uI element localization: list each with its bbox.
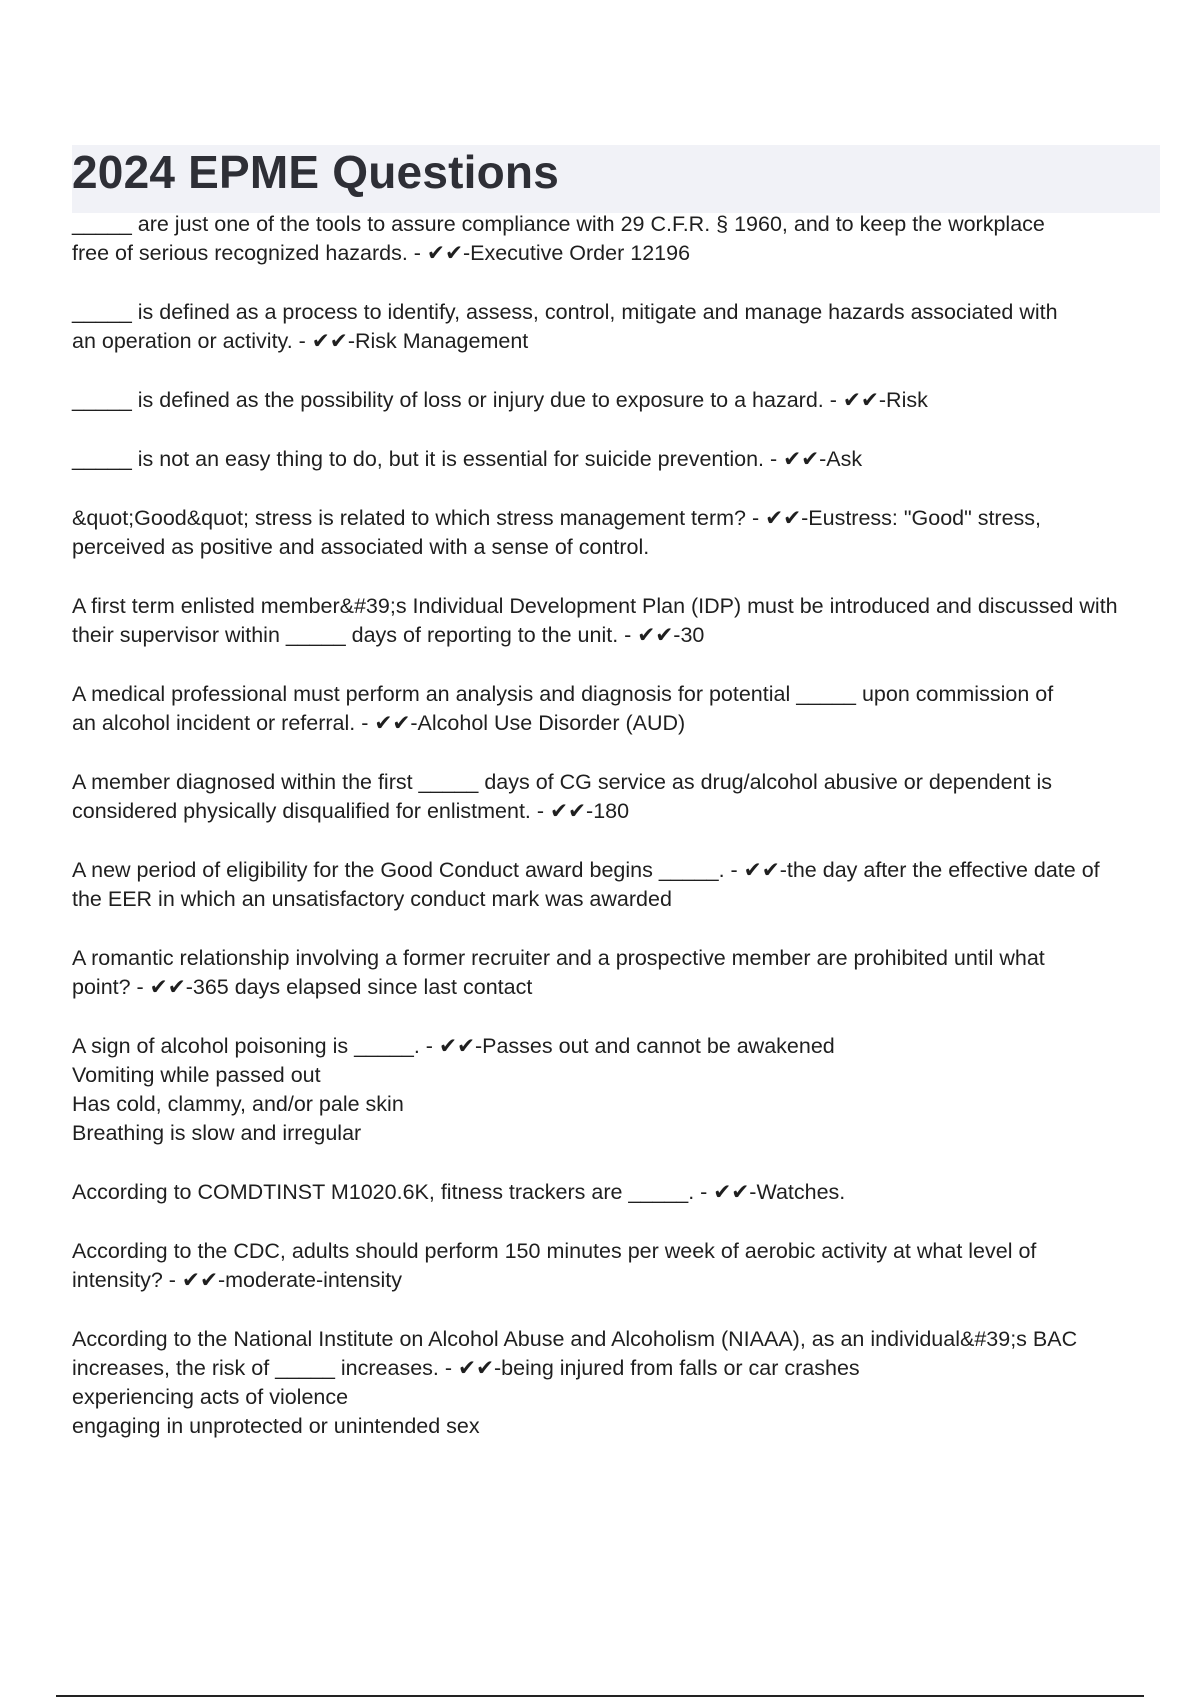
- question-item-1: _____ are just one of the tools to assure compliance with 29 C.F.R. § 1960, and to keep the workplace free of serious recognized hazards. - ✔✔-Executive Order 12196: [72, 212, 1045, 265]
- question-item-14: According to the National Institute on Alcohol Abuse and Alcoholism (NIAAA), as an individual&#39;s BAC increases, the risk of _____ increases. - ✔✔-being injured from falls or car crashes experiencing acts of violence engaging in unprotected or unintended sex: [72, 1327, 1078, 1438]
- question-item-4: _____ is not an easy thing to do, but it is essential for suicide prevention. - ✔✔-Ask: [72, 447, 863, 471]
- question-item-12: According to COMDTINST M1020.6K, fitness trackers are _____. - ✔✔-Watches.: [72, 1180, 846, 1204]
- question-item-2: _____ is defined as a process to identify, assess, control, mitigate and manage hazards associated with an operation or activity. - ✔✔-Risk Management: [72, 300, 1058, 353]
- question-list: [72, 210, 1162, 1471]
- question-item-11: A sign of alcohol poisoning is _____. - ✔✔-Passes out and cannot be awakened Vomiting while passed out Has cold, clammy, and/or pale skin Breathing is slow and irregular: [72, 1034, 835, 1145]
- question-item-9: A new period of eligibility for the Good Conduct award begins _____. - ✔✔-the day after the effective date of the EER in which an unsatisfactory conduct mark was awarded: [72, 858, 1100, 911]
- question-item-3: _____ is defined as the possibility of loss or injury due to exposure to a hazard. - ✔✔-Risk: [72, 388, 928, 412]
- question-item-7: A medical professional must perform an analysis and diagnosis for potential _____ upon commission of an alcohol incident or referral. - ✔✔-Alcohol Use Disorder (AUD): [72, 682, 1054, 735]
- question-item-13: According to the CDC, adults should perform 150 minutes per week of aerobic activity at what level of intensity? - ✔✔-moderate-intensity: [72, 1239, 1037, 1292]
- question-item-5: &quot;Good&quot; stress is related to which stress management term? - ✔✔-Eustress: "Good" stress, perceived as positive and associated with a sense of control.: [72, 506, 1042, 559]
- footer-divider: [56, 1695, 1144, 1697]
- question-item-10: A romantic relationship involving a former recruiter and a prospective member are prohibited until what point? - ✔✔-365 days elapsed since last contact: [72, 946, 1045, 999]
- question-item-6: A first term enlisted member&#39;s Individual Development Plan (IDP) must be introduced and discussed with their supervisor within _____ days of reporting to the unit. - ✔✔-30: [72, 594, 1118, 647]
- page-title: 2024 EPME Questions: [72, 146, 559, 198]
- question-item-8: A member diagnosed within the first _____ days of CG service as drug/alcohol abusive or dependent is considered physically disqualified for enlistment. - ✔✔-180: [72, 770, 1053, 823]
